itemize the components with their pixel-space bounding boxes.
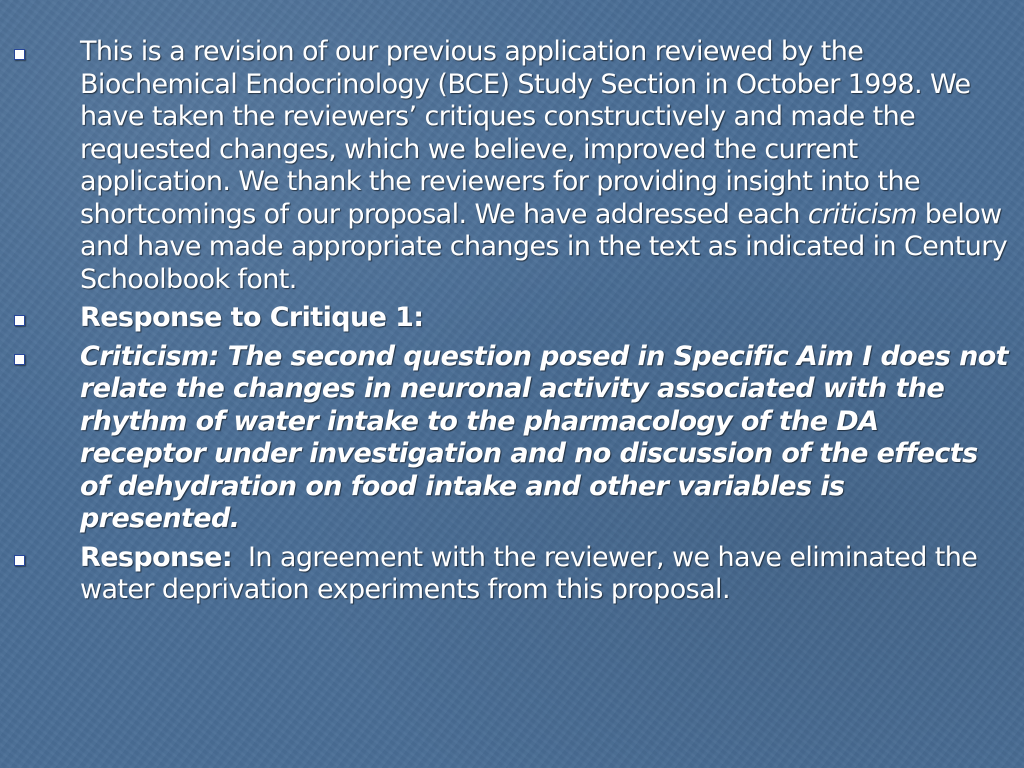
square-bullet-icon [14, 49, 25, 60]
response-text: In agreement with the reviewer, we have eliminated the water deprivation experiments from this proposal. [80, 541, 986, 605]
bullet-item-response-heading [0, 302, 1024, 335]
revision-note-text-continued: below and have made appropriate changes in the text as indicated in Century Schoolbook font. [80, 198, 1008, 295]
response-label: Response: [80, 541, 233, 573]
bullet-list [0, 36, 1024, 613]
criticism-text: Criticism: The second question posed in Specific Aim I does not relate the changes in neuronal activity associated with the rhythm of water intake to the pharmacology of the DA receptor under investigation and no discussion of the effects of dehydration on food intake and other variables is presented. [80, 340, 1008, 534]
response-heading: Response to Critique 1: [80, 302, 424, 333]
revision-note-text: This is a revision of our previous application reviewed by the Biochemical Endocrinology (BCE) Study Section in October 1998. We have taken the reviewers’ critiques constructively and made the requested changes, which we believe, improved the current application. We thank the reviewers for providing insight into the shortcomings of our proposal. We have addressed each [80, 36, 971, 230]
bullet-item-response [0, 542, 1024, 607]
square-bullet-icon [14, 555, 25, 566]
bullet-item-criticism [0, 341, 1024, 536]
bullet-item-revision-note [0, 36, 1024, 296]
criticism-emphasis: criticism [807, 198, 917, 230]
square-bullet-icon [14, 315, 25, 326]
square-bullet-icon [14, 354, 25, 365]
